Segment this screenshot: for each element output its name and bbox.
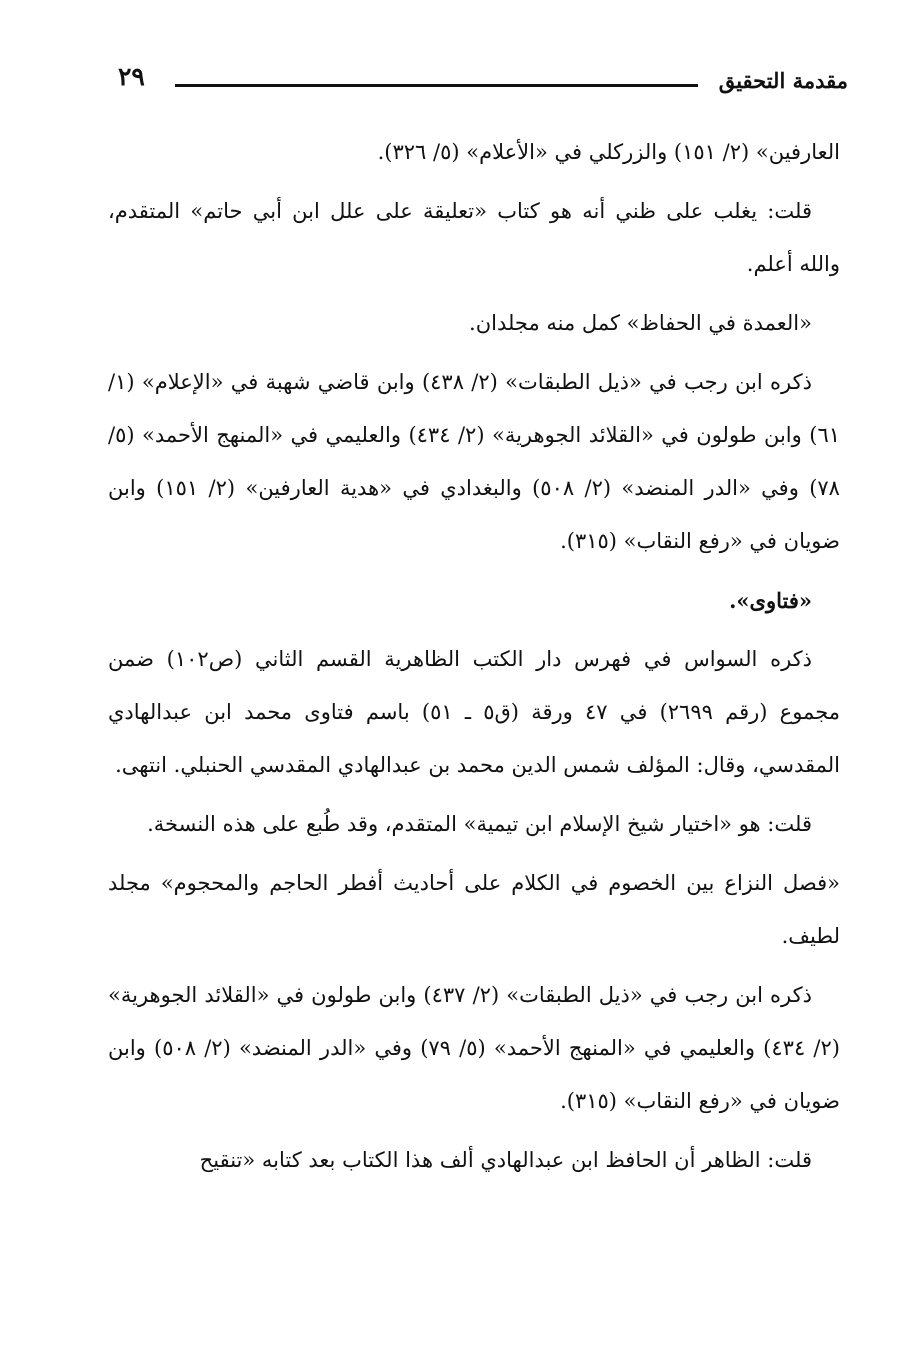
paragraph: العارفين» (٢/ ١٥١) والزركلي في «الأعلام» (٥/ ٣٢٦). — [377, 140, 840, 164]
paragraph: ذكره ابن رجب في «ذيل الطبقات» (٢/ ٤٣٨) وابن قاضي شهبة في «الإعلام» (١/ ٦١) وابن طولون في «القلائد الجوهرية» (٢/ ٤٣٤) والعليمي في «المنهج الأحمد» (٥/ ٧٨) وفي «الدر المنضد» (٢/ ٥٠٨) والبغدادي في «هدية العارفين» (٢/ ١٥١) وابن ضويان في «رفع النقاب» (٣١٥). — [108, 370, 840, 553]
header-rule — [175, 84, 698, 87]
running-title: مقدمة التحقيق — [718, 68, 848, 93]
paragraph: «العمدة في الحفاظ» كمل منه مجلدان. — [469, 311, 812, 335]
page-number: ٢٩ — [118, 62, 145, 91]
paragraph: «فصل النزاع بين الخصوم في الكلام على أحاديث أفطر الحاجم والمحجوم» مجلد لطيف. — [108, 871, 840, 948]
paragraph: ذكره ابن رجب في «ذيل الطبقات» (٢/ ٤٣٧) وابن طولون في «القلائد الجوهرية» (٢/ ٤٣٤) والعليمي في «المنهج الأحمد» (٥/ ٧٩) وفي «الدر المنضد» (٢/ ٥٠٨) وابن ضويان في «رفع النقاب» (٣١٥). — [108, 983, 840, 1113]
paragraph: قلت: الظاهر أن الحافظ ابن عبدالهادي ألف هذا الكتاب بعد كتابه «تنقيح — [199, 1148, 812, 1172]
body-text — [108, 126, 840, 1193]
paragraph: ذكره السواس في فهرس دار الكتب الظاهرية القسم الثاني (ص١٠٢) ضمن مجموع (رقم ٢٦٩٩) في ٤٧ ورقة (ق٥ ـ ٥١) باسم فتاوى محمد ابن عبدالهادي المقدسي، وقال: المؤلف شمس الدين محمد بن عبدالهادي المقدسي الحنبلي. انتهى. — [108, 647, 840, 777]
paragraph: قلت: هو «اختيار شيخ الإسلام ابن تيمية» المتقدم، وقد طُبع على هذه النسخة. — [147, 812, 812, 836]
section-heading: «فتاوى». — [729, 588, 812, 613]
paragraph: قلت: يغلب على ظني أنه هو كتاب «تعليقة على علل ابن أبي حاتم» المتقدم، والله أعلم. — [108, 199, 840, 276]
page-header — [100, 62, 848, 106]
